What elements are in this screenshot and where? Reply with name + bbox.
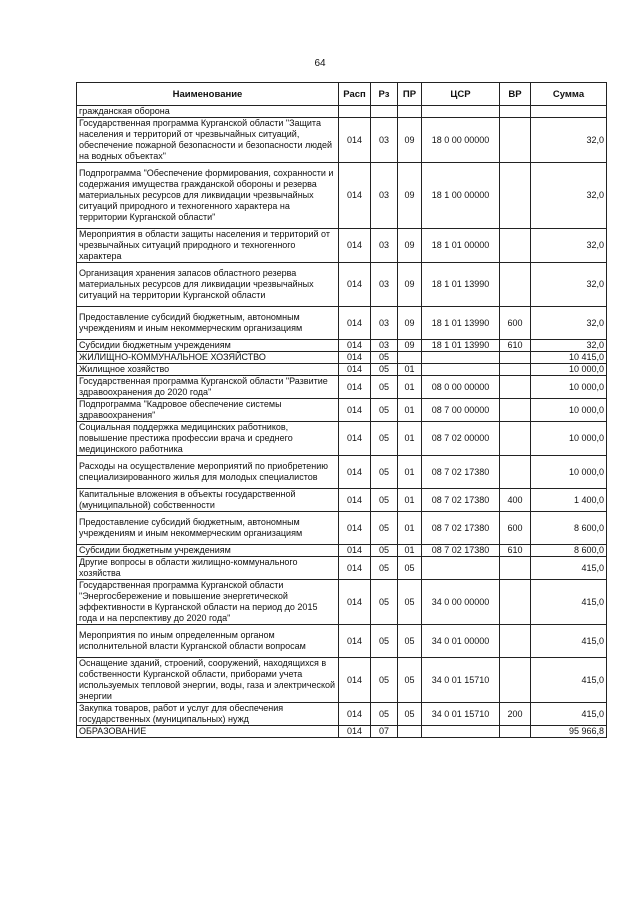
cell-rasp: 014 — [339, 726, 371, 738]
cell-name: Государственная программа Курганской области "Развитие здравоохранения до 2020 года" — [77, 376, 339, 399]
table-row — [77, 703, 607, 726]
header-csr: ЦСР — [422, 83, 500, 106]
cell-rasp: 014 — [339, 352, 371, 364]
cell-pr: 09 — [398, 118, 422, 163]
table-header-row — [77, 83, 607, 106]
cell-csr — [422, 106, 500, 118]
table-row — [77, 489, 607, 512]
cell-csr: 08 7 02 17380 — [422, 512, 500, 545]
table-row — [77, 340, 607, 352]
cell-csr — [422, 726, 500, 738]
cell-name: Закупка товаров, работ и услуг для обеспечения государственных (муниципальных) нужд — [77, 703, 339, 726]
cell-csr — [422, 364, 500, 376]
cell-name: гражданская оборона — [77, 106, 339, 118]
table-row — [77, 545, 607, 557]
cell-vr — [500, 399, 531, 422]
cell-sum: 32,0 — [531, 163, 607, 229]
cell-pr: 01 — [398, 422, 422, 456]
cell-pr: 01 — [398, 456, 422, 489]
cell-vr — [500, 625, 531, 658]
cell-rasp — [339, 106, 371, 118]
cell-rasp: 014 — [339, 545, 371, 557]
cell-rasp: 014 — [339, 580, 371, 625]
cell-rasp: 014 — [339, 625, 371, 658]
cell-sum: 10 000,0 — [531, 422, 607, 456]
cell-rasp: 014 — [339, 422, 371, 456]
cell-vr — [500, 557, 531, 580]
page-number: 64 — [314, 58, 326, 69]
cell-csr — [422, 352, 500, 364]
cell-rz: 05 — [371, 352, 398, 364]
cell-csr: 08 7 00 00000 — [422, 399, 500, 422]
cell-sum: 10 000,0 — [531, 376, 607, 399]
cell-sum: 10 000,0 — [531, 456, 607, 489]
cell-pr — [398, 352, 422, 364]
cell-rz: 05 — [371, 512, 398, 545]
cell-rz: 03 — [371, 307, 398, 340]
cell-pr: 09 — [398, 263, 422, 307]
cell-csr: 18 1 01 00000 — [422, 229, 500, 263]
table-row — [77, 229, 607, 263]
cell-pr: 09 — [398, 163, 422, 229]
cell-rasp: 014 — [339, 307, 371, 340]
cell-csr: 08 7 02 00000 — [422, 422, 500, 456]
cell-rz: 05 — [371, 557, 398, 580]
cell-name: Капитальные вложения в объекты государственной (муниципальной) собственности — [77, 489, 339, 512]
cell-rz: 05 — [371, 489, 398, 512]
cell-rz: 03 — [371, 229, 398, 263]
cell-sum: 10 415,0 — [531, 352, 607, 364]
cell-csr: 08 7 02 17380 — [422, 489, 500, 512]
cell-sum: 415,0 — [531, 658, 607, 703]
cell-name: ЖИЛИЩНО-КОММУНАЛЬНОЕ ХОЗЯЙСТВО — [77, 352, 339, 364]
cell-rz: 05 — [371, 456, 398, 489]
cell-vr: 400 — [500, 489, 531, 512]
cell-vr — [500, 106, 531, 118]
cell-csr: 34 0 01 00000 — [422, 625, 500, 658]
cell-pr: 09 — [398, 229, 422, 263]
header-rz: Рз — [371, 83, 398, 106]
cell-name: ОБРАЗОВАНИЕ — [77, 726, 339, 738]
cell-csr: 08 0 00 00000 — [422, 376, 500, 399]
cell-name: Расходы на осуществление мероприятий по приобретению специализированного жилья для молодых специалистов — [77, 456, 339, 489]
cell-csr: 08 7 02 17380 — [422, 545, 500, 557]
cell-rz: 05 — [371, 422, 398, 456]
cell-pr: 05 — [398, 703, 422, 726]
cell-rasp: 014 — [339, 263, 371, 307]
cell-rz: 05 — [371, 364, 398, 376]
table-row — [77, 118, 607, 163]
cell-name: Субсидии бюджетным учреждениям — [77, 545, 339, 557]
table-row — [77, 352, 607, 364]
cell-sum: 32,0 — [531, 263, 607, 307]
cell-csr: 18 1 01 13990 — [422, 263, 500, 307]
cell-name: Субсидии бюджетным учреждениям — [77, 340, 339, 352]
header-vr: ВР — [500, 83, 531, 106]
cell-csr: 18 0 00 00000 — [422, 118, 500, 163]
cell-pr: 01 — [398, 512, 422, 545]
cell-sum: 10 000,0 — [531, 364, 607, 376]
cell-csr — [422, 557, 500, 580]
cell-pr: 05 — [398, 625, 422, 658]
cell-vr — [500, 376, 531, 399]
cell-name: Организация хранения запасов областного резерва материальных ресурсов для ликвидации чрезвычайных ситуаций на территории Курганской области — [77, 263, 339, 307]
cell-rasp: 014 — [339, 229, 371, 263]
cell-csr: 18 1 01 13990 — [422, 307, 500, 340]
cell-rz: 05 — [371, 580, 398, 625]
cell-vr: 600 — [500, 307, 531, 340]
cell-rz: 07 — [371, 726, 398, 738]
cell-rasp: 014 — [339, 658, 371, 703]
cell-name: Мероприятия по иным определенным органом исполнительной власти Курганской области вопросам — [77, 625, 339, 658]
cell-sum: 95 966,8 — [531, 726, 607, 738]
table-row — [77, 580, 607, 625]
header-sum: Сумма — [531, 83, 607, 106]
cell-name: Жилищное хозяйство — [77, 364, 339, 376]
cell-sum — [531, 106, 607, 118]
cell-pr: 01 — [398, 399, 422, 422]
cell-rasp: 014 — [339, 557, 371, 580]
cell-rz: 05 — [371, 703, 398, 726]
cell-name: Мероприятия в области защиты населения и территорий от чрезвычайных ситуаций природного и техногенного характера — [77, 229, 339, 263]
cell-rasp: 014 — [339, 399, 371, 422]
cell-rasp: 014 — [339, 376, 371, 399]
cell-rz: 05 — [371, 376, 398, 399]
cell-rz: 05 — [371, 625, 398, 658]
table-row — [77, 163, 607, 229]
cell-pr — [398, 726, 422, 738]
cell-vr — [500, 658, 531, 703]
cell-sum: 32,0 — [531, 118, 607, 163]
table-row — [77, 557, 607, 580]
cell-pr: 01 — [398, 364, 422, 376]
cell-rz: 05 — [371, 399, 398, 422]
cell-sum: 32,0 — [531, 340, 607, 352]
cell-sum: 1 400,0 — [531, 489, 607, 512]
cell-vr — [500, 422, 531, 456]
table-row — [77, 376, 607, 399]
table-body — [77, 106, 607, 738]
table-row — [77, 263, 607, 307]
cell-rz: 05 — [371, 658, 398, 703]
cell-pr: 09 — [398, 307, 422, 340]
cell-rasp: 014 — [339, 456, 371, 489]
cell-sum: 415,0 — [531, 557, 607, 580]
cell-rasp: 014 — [339, 118, 371, 163]
cell-rz: 03 — [371, 263, 398, 307]
table-row — [77, 307, 607, 340]
cell-rz: 03 — [371, 163, 398, 229]
cell-sum: 415,0 — [531, 625, 607, 658]
cell-rz: 03 — [371, 340, 398, 352]
cell-csr: 18 1 00 00000 — [422, 163, 500, 229]
cell-sum: 415,0 — [531, 580, 607, 625]
cell-vr — [500, 364, 531, 376]
cell-rasp: 014 — [339, 703, 371, 726]
cell-csr: 18 1 01 13990 — [422, 340, 500, 352]
cell-sum: 415,0 — [531, 703, 607, 726]
table-row — [77, 364, 607, 376]
cell-sum: 8 600,0 — [531, 545, 607, 557]
cell-name: Подпрограмма "Кадровое обеспечение системы здравоохранения" — [77, 399, 339, 422]
cell-pr: 01 — [398, 545, 422, 557]
cell-csr: 34 0 00 00000 — [422, 580, 500, 625]
cell-sum: 32,0 — [531, 229, 607, 263]
cell-rasp: 014 — [339, 340, 371, 352]
cell-rasp: 014 — [339, 489, 371, 512]
table-row — [77, 422, 607, 456]
cell-vr — [500, 163, 531, 229]
cell-sum: 32,0 — [531, 307, 607, 340]
cell-name: Другие вопросы в области жилищно-коммунального хозяйства — [77, 557, 339, 580]
cell-pr — [398, 106, 422, 118]
cell-rasp: 014 — [339, 364, 371, 376]
cell-rz — [371, 106, 398, 118]
cell-pr: 01 — [398, 376, 422, 399]
cell-vr — [500, 580, 531, 625]
cell-name: Социальная поддержка медицинских работников, повышение престижа профессии врача и среднего медицинского работника — [77, 422, 339, 456]
cell-rz: 03 — [371, 118, 398, 163]
cell-vr — [500, 263, 531, 307]
cell-sum: 8 600,0 — [531, 512, 607, 545]
cell-name: Подпрограмма "Обеспечение формирования, сохранности и содержания имущества гражданской обороны и резерва материальных ресурсов для ликвидации чрезвычайных ситуаций природного и техногенного характера на территории Курганской области" — [77, 163, 339, 229]
cell-rz: 05 — [371, 545, 398, 557]
table-row — [77, 399, 607, 422]
cell-pr: 05 — [398, 557, 422, 580]
cell-vr: 610 — [500, 340, 531, 352]
cell-vr — [500, 229, 531, 263]
cell-csr: 08 7 02 17380 — [422, 456, 500, 489]
cell-name: Государственная программа Курганской области "Энергосбережение и повышение энергетической эффективности в Курганской области на период до 2015 года и на перспективу до 2020 года" — [77, 580, 339, 625]
table-row — [77, 625, 607, 658]
cell-rasp: 014 — [339, 512, 371, 545]
table-row — [77, 512, 607, 545]
cell-csr: 34 0 01 15710 — [422, 703, 500, 726]
cell-vr: 200 — [500, 703, 531, 726]
table-row — [77, 658, 607, 703]
cell-vr: 610 — [500, 545, 531, 557]
cell-pr: 01 — [398, 489, 422, 512]
cell-vr — [500, 456, 531, 489]
cell-name: Предоставление субсидий бюджетным, автономным учреждениям и иным некоммерческим организациям — [77, 307, 339, 340]
table-row — [77, 456, 607, 489]
cell-pr: 05 — [398, 658, 422, 703]
cell-name: Государственная программа Курганской области "Защита населения и территорий от чрезвычайных ситуаций, обеспечение пожарной безопасности и безопасности людей на водных объектах" — [77, 118, 339, 163]
cell-vr: 600 — [500, 512, 531, 545]
cell-csr: 34 0 01 15710 — [422, 658, 500, 703]
cell-rasp: 014 — [339, 163, 371, 229]
cell-sum: 10 000,0 — [531, 399, 607, 422]
cell-name: Предоставление субсидий бюджетным, автономным учреждениям и иным некоммерческим организациям — [77, 512, 339, 545]
table-row — [77, 726, 607, 738]
budget-table — [76, 82, 607, 738]
header-pr: ПР — [398, 83, 422, 106]
header-name: Наименование — [77, 83, 339, 106]
table-row — [77, 106, 607, 118]
cell-vr — [500, 118, 531, 163]
header-rasp: Расп — [339, 83, 371, 106]
cell-pr: 09 — [398, 340, 422, 352]
cell-vr — [500, 726, 531, 738]
cell-name: Оснащение зданий, строений, сооружений, находящихся в собственности Курганской области, приборами учета используемых тепловой энергии, воды, газа и электрической энергии — [77, 658, 339, 703]
cell-pr: 05 — [398, 580, 422, 625]
cell-vr — [500, 352, 531, 364]
